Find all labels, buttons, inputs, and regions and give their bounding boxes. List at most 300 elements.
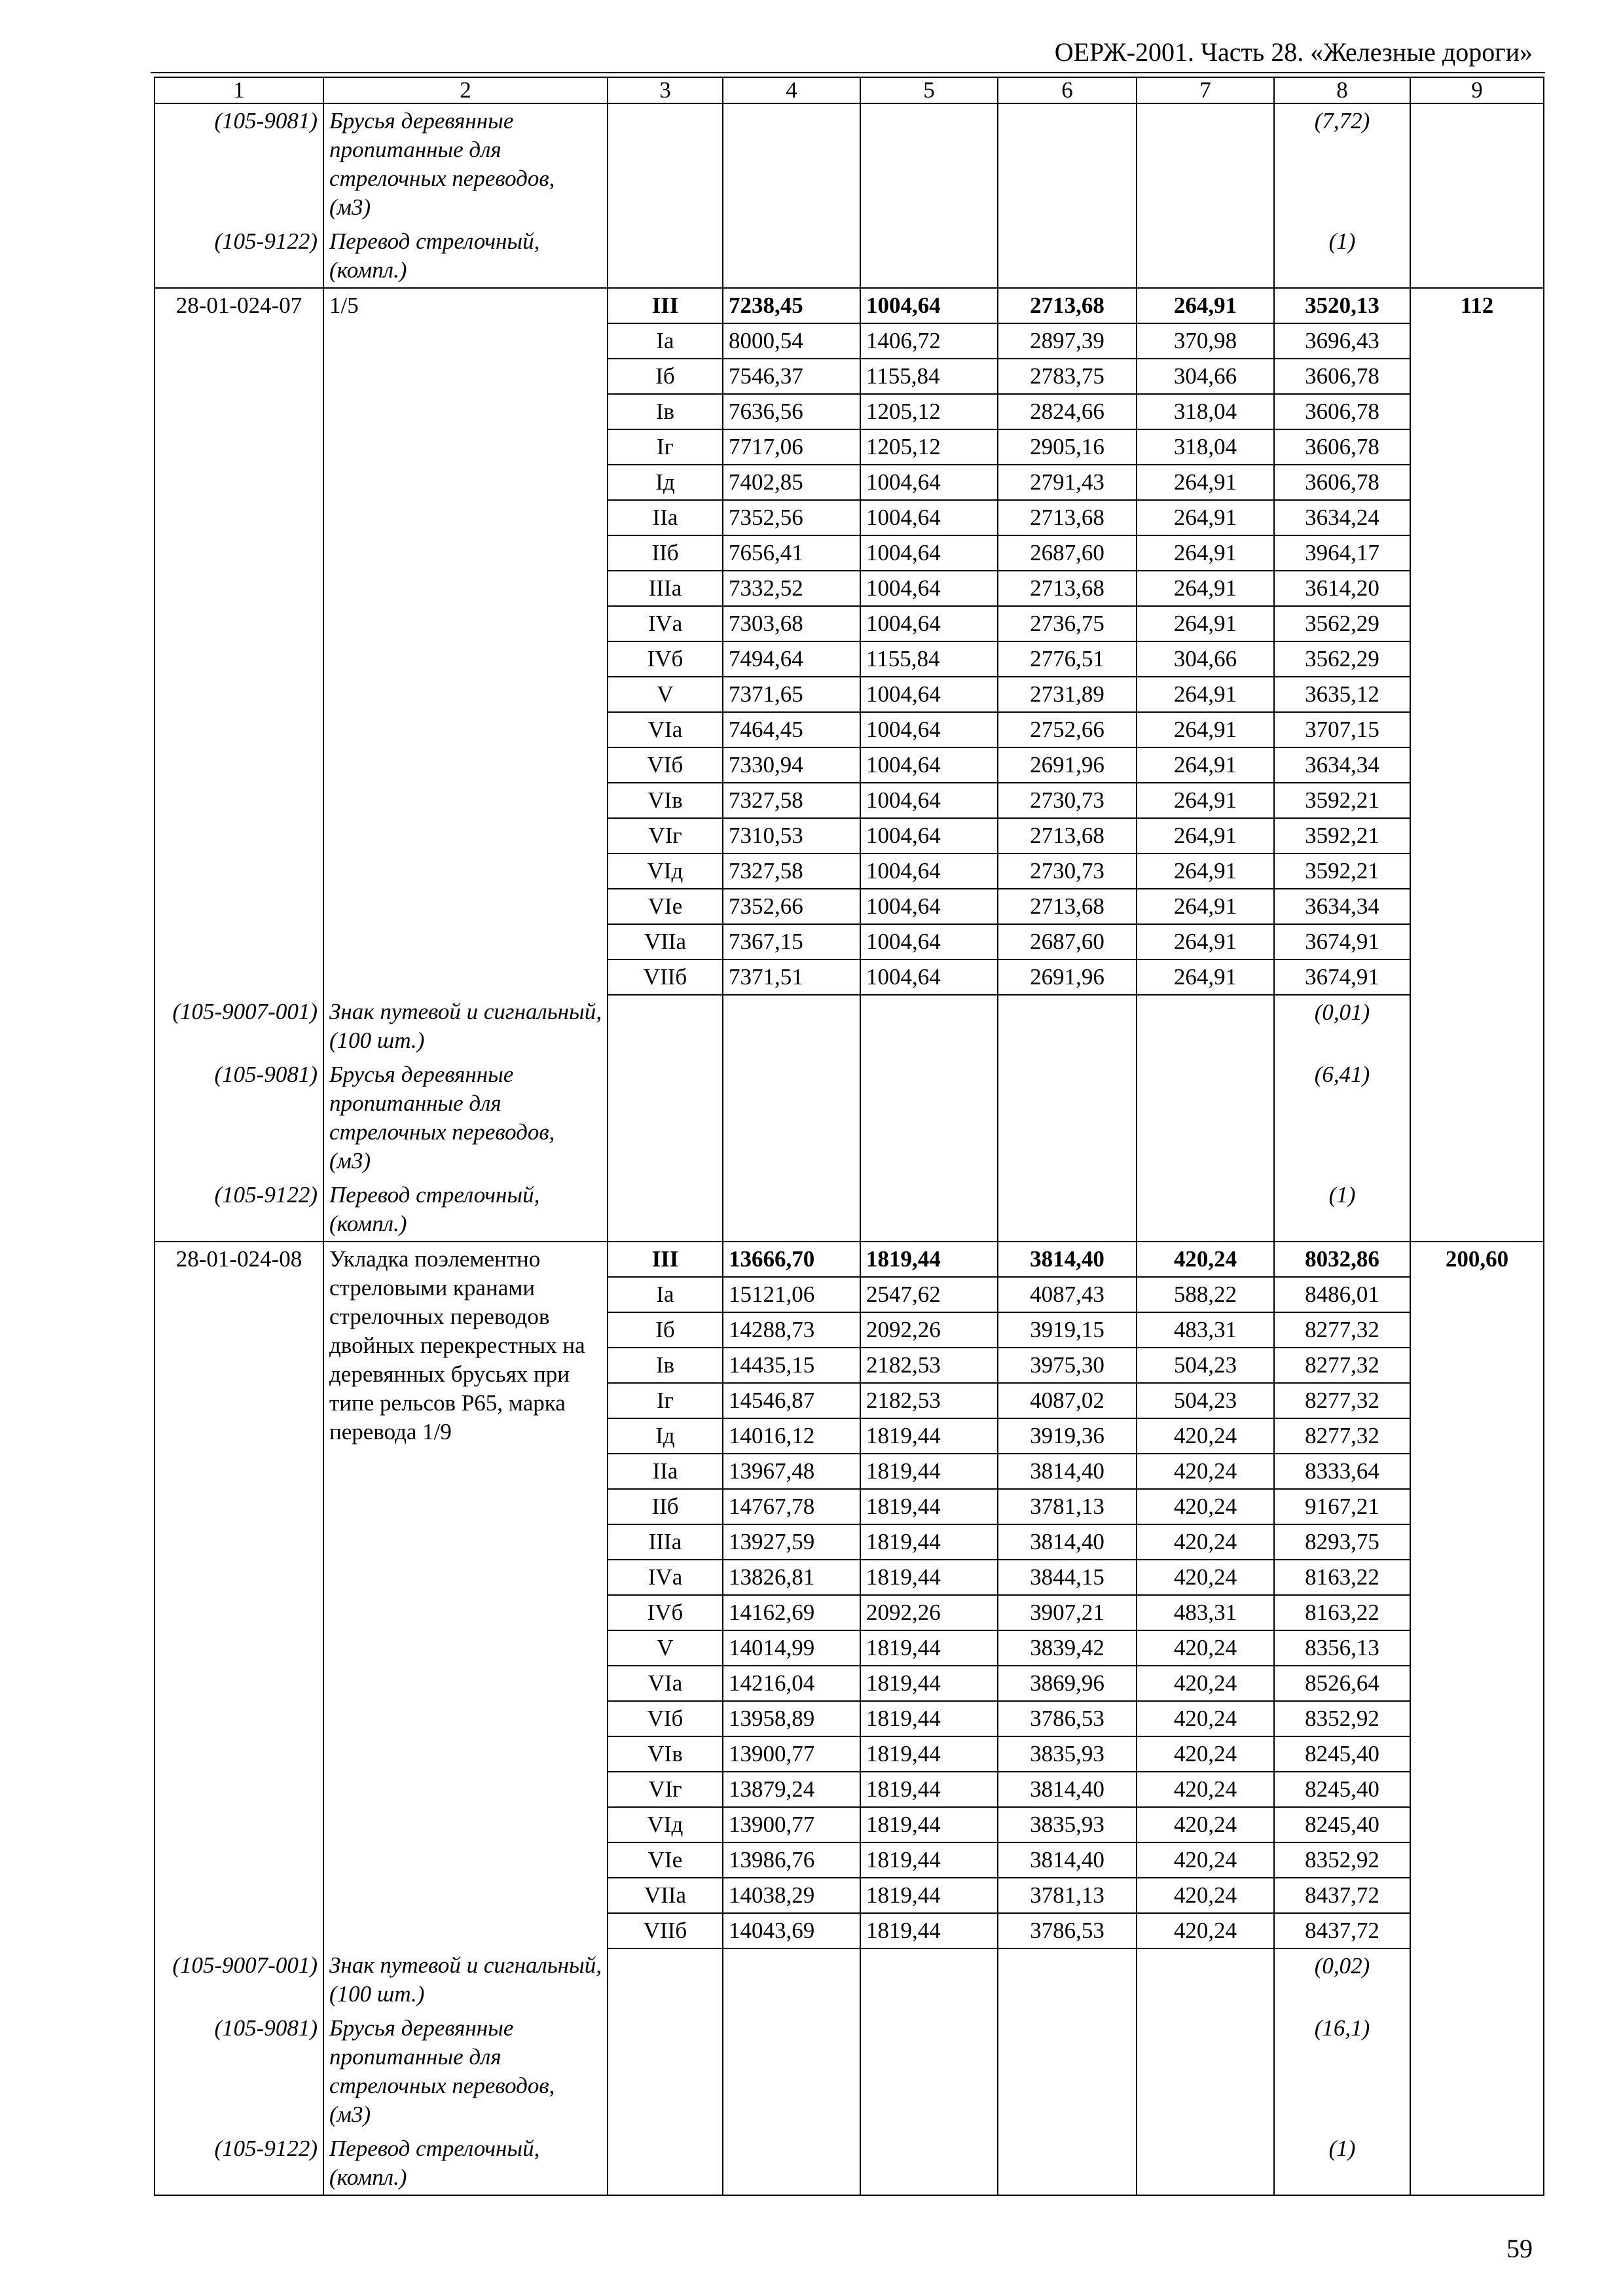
zone-cell: Iг [608, 429, 723, 465]
value-cell: 1819,44 [860, 1242, 998, 1277]
resource-name: Знак путевой и сигнальный, (100 шт.) [323, 995, 608, 1058]
value-cell: 1004,64 [860, 924, 998, 960]
value-cell: 2691,96 [998, 747, 1137, 783]
value-cell: 8245,40 [1274, 1807, 1410, 1842]
column-number: 3 [608, 77, 723, 103]
value-cell: 2182,53 [860, 1348, 998, 1383]
value-cell: 1155,84 [860, 359, 998, 394]
value-cell: 1819,44 [860, 1807, 998, 1842]
value-cell: 3634,34 [1274, 747, 1410, 783]
value-cell: 483,31 [1137, 1595, 1274, 1630]
value-cell: 8356,13 [1274, 1630, 1410, 1666]
value-cell: 14767,78 [723, 1489, 860, 1524]
value-cell: 15121,06 [723, 1277, 860, 1312]
zone-cell: VIа [608, 712, 723, 747]
empty-cell [608, 103, 723, 224]
resource-quantity: (16,1) [1274, 2011, 1410, 2132]
value-cell: 3781,13 [998, 1878, 1137, 1913]
empty-cell [998, 103, 1137, 224]
value-cell: 264,91 [1137, 747, 1274, 783]
empty-cell [860, 224, 998, 288]
empty-cell [1410, 1948, 1544, 2011]
value-cell: 318,04 [1137, 394, 1274, 429]
value-cell: 2687,60 [998, 535, 1137, 571]
value-cell: 1819,44 [860, 1524, 998, 1560]
value-cell: 13900,77 [723, 1736, 860, 1772]
value-cell: 2730,73 [998, 853, 1137, 889]
empty-cell [998, 224, 1137, 288]
column-number-row [155, 77, 1544, 103]
value-cell: 1004,64 [860, 677, 998, 712]
zone-cell: IVб [608, 641, 723, 677]
zone-cell: V [608, 1630, 723, 1666]
value-cell: 8245,40 [1274, 1736, 1410, 1772]
value-cell: 13967,48 [723, 1454, 860, 1489]
empty-cell [1137, 1948, 1274, 2011]
value-cell: 8163,22 [1274, 1595, 1410, 1630]
value-cell: 318,04 [1137, 429, 1274, 465]
labor-cost-cell: 200,60 [1410, 1242, 1544, 1948]
value-cell: 420,24 [1137, 1701, 1274, 1736]
empty-cell [1410, 1058, 1544, 1178]
rate-name: Укладка поэлементно стреловыми кранами стрелочных переводов двойных перекрестных на деревянных брусьях при типе рельсов Р65, марка перевода 1/9 [323, 1242, 608, 1948]
value-cell: 1004,64 [860, 747, 998, 783]
value-cell: 2713,68 [998, 571, 1137, 606]
value-cell: 1155,84 [860, 641, 998, 677]
empty-cell [998, 1058, 1137, 1178]
resource-quantity: (1) [1274, 1178, 1410, 1242]
empty-cell [860, 2011, 998, 2132]
value-cell: 483,31 [1137, 1312, 1274, 1348]
value-cell: 1819,44 [860, 1772, 998, 1807]
value-cell: 2824,66 [998, 394, 1137, 429]
empty-cell [723, 1178, 860, 1242]
resource-name: Перевод стрелочный, (компл.) [323, 1178, 608, 1242]
value-cell: 1004,64 [860, 571, 998, 606]
zone-cell: VIе [608, 1842, 723, 1878]
value-cell: 8486,01 [1274, 1277, 1410, 1312]
value-cell: 7494,64 [723, 641, 860, 677]
empty-cell [1137, 2132, 1274, 2195]
value-cell: 13927,59 [723, 1524, 860, 1560]
value-cell: 1819,44 [860, 1736, 998, 1772]
value-cell: 3835,93 [998, 1736, 1137, 1772]
value-cell: 3606,78 [1274, 465, 1410, 500]
value-cell: 7303,68 [723, 606, 860, 641]
value-cell: 3814,40 [998, 1242, 1137, 1277]
zone-cell: III [608, 288, 723, 323]
value-cell: 7330,94 [723, 747, 860, 783]
empty-cell [998, 2011, 1137, 2132]
empty-cell [860, 1178, 998, 1242]
zone-cell: IIа [608, 1454, 723, 1489]
empty-cell [1410, 2011, 1544, 2132]
empty-cell [1410, 995, 1544, 1058]
value-cell: 7352,56 [723, 500, 860, 535]
value-cell: 2783,75 [998, 359, 1137, 394]
empty-cell [860, 2132, 998, 2195]
zone-cell: VIIа [608, 924, 723, 960]
value-cell: 3562,29 [1274, 606, 1410, 641]
value-cell: 3606,78 [1274, 429, 1410, 465]
resource-name: Знак путевой и сигнальный, (100 шт.) [323, 1948, 608, 2011]
empty-cell [860, 1058, 998, 1178]
value-cell: 1004,64 [860, 288, 998, 323]
value-cell: 7656,41 [723, 535, 860, 571]
resource-code: (105-9081) [155, 103, 323, 224]
rate-row [155, 1242, 1544, 1277]
value-cell: 264,91 [1137, 818, 1274, 853]
value-cell: 3814,40 [998, 1454, 1137, 1489]
value-cell: 2713,68 [998, 889, 1137, 924]
value-cell: 1004,64 [860, 783, 998, 818]
zone-cell: IIIа [608, 1524, 723, 1560]
resource-row [155, 2011, 1544, 2132]
value-cell: 3606,78 [1274, 394, 1410, 429]
value-cell: 7332,52 [723, 571, 860, 606]
zone-cell: IVа [608, 606, 723, 641]
empty-cell [1137, 1058, 1274, 1178]
resource-name: Перевод стрелочный, (компл.) [323, 224, 608, 288]
value-cell: 264,91 [1137, 606, 1274, 641]
value-cell: 14216,04 [723, 1666, 860, 1701]
value-cell: 9167,21 [1274, 1489, 1410, 1524]
value-cell: 264,91 [1137, 677, 1274, 712]
empty-cell [608, 2132, 723, 2195]
value-cell: 7367,15 [723, 924, 860, 960]
zone-cell: VIIб [608, 960, 723, 995]
value-cell: 1205,12 [860, 429, 998, 465]
value-cell: 2897,39 [998, 323, 1137, 359]
resource-name: Брусья деревянные пропитанные для стрелочных переводов, (м3) [323, 1058, 608, 1178]
empty-cell [1137, 1178, 1274, 1242]
value-cell: 2776,51 [998, 641, 1137, 677]
resource-quantity: (0,01) [1274, 995, 1410, 1058]
column-number: 5 [860, 77, 998, 103]
value-cell: 7636,56 [723, 394, 860, 429]
value-cell: 504,23 [1137, 1383, 1274, 1418]
empty-cell [608, 224, 723, 288]
value-cell: 8277,32 [1274, 1312, 1410, 1348]
value-cell: 7238,45 [723, 288, 860, 323]
empty-cell [1410, 1178, 1544, 1242]
value-cell: 2691,96 [998, 960, 1137, 995]
value-cell: 420,24 [1137, 1913, 1274, 1948]
value-cell: 3814,40 [998, 1524, 1137, 1560]
zone-cell: Iа [608, 1277, 723, 1312]
empty-cell [998, 1178, 1137, 1242]
value-cell: 3919,36 [998, 1418, 1137, 1454]
zone-cell: VIг [608, 818, 723, 853]
value-cell: 1819,44 [860, 1878, 998, 1913]
value-cell: 3869,96 [998, 1666, 1137, 1701]
value-cell: 8437,72 [1274, 1913, 1410, 1948]
column-number: 6 [998, 77, 1137, 103]
value-cell: 2731,89 [998, 677, 1137, 712]
value-cell: 420,24 [1137, 1807, 1274, 1842]
value-cell: 264,91 [1137, 960, 1274, 995]
value-cell: 8526,64 [1274, 1666, 1410, 1701]
value-cell: 3614,20 [1274, 571, 1410, 606]
value-cell: 3562,29 [1274, 641, 1410, 677]
zone-cell: Iд [608, 1418, 723, 1454]
zone-cell: Iг [608, 1383, 723, 1418]
value-cell: 14016,12 [723, 1418, 860, 1454]
value-cell: 1004,64 [860, 818, 998, 853]
empty-cell [1137, 995, 1274, 1058]
value-cell: 1406,72 [860, 323, 998, 359]
value-cell: 1819,44 [860, 1560, 998, 1595]
value-cell: 2713,68 [998, 818, 1137, 853]
zone-cell: VIд [608, 853, 723, 889]
value-cell: 14546,87 [723, 1383, 860, 1418]
value-cell: 14038,29 [723, 1878, 860, 1913]
value-cell: 7402,85 [723, 465, 860, 500]
value-cell: 13986,76 [723, 1842, 860, 1878]
value-cell: 13666,70 [723, 1242, 860, 1277]
value-cell: 7717,06 [723, 429, 860, 465]
value-cell: 7546,37 [723, 359, 860, 394]
rate-code: 28-01-024-08 [155, 1242, 323, 1948]
value-cell: 264,91 [1137, 924, 1274, 960]
empty-cell [608, 1058, 723, 1178]
zone-cell: VIе [608, 889, 723, 924]
value-cell: 2092,26 [860, 1595, 998, 1630]
value-cell: 304,66 [1137, 641, 1274, 677]
value-cell: 3781,13 [998, 1489, 1137, 1524]
rates-table [154, 77, 1544, 2196]
empty-cell [998, 2132, 1137, 2195]
value-cell: 264,91 [1137, 712, 1274, 747]
value-cell: 1819,44 [860, 1418, 998, 1454]
value-cell: 3975,30 [998, 1348, 1137, 1383]
value-cell: 2092,26 [860, 1312, 998, 1348]
resource-name: Брусья деревянные пропитанные для стрелочных переводов, (м3) [323, 2011, 608, 2132]
value-cell: 1004,64 [860, 960, 998, 995]
page-number: 59 [1506, 2234, 1533, 2263]
zone-cell: IIIа [608, 571, 723, 606]
value-cell: 7371,51 [723, 960, 860, 995]
resource-name: Перевод стрелочный, (компл.) [323, 2132, 608, 2195]
resource-name: Брусья деревянные пропитанные для стрелочных переводов, (м3) [323, 103, 608, 224]
resource-quantity: (7,72) [1274, 103, 1410, 224]
value-cell: 3592,21 [1274, 818, 1410, 853]
empty-cell [723, 103, 860, 224]
value-cell: 14288,73 [723, 1312, 860, 1348]
value-cell: 264,91 [1137, 535, 1274, 571]
zone-cell: IIа [608, 500, 723, 535]
value-cell: 2547,62 [860, 1277, 998, 1312]
value-cell: 1819,44 [860, 1701, 998, 1736]
value-cell: 420,24 [1137, 1560, 1274, 1595]
document-header-title: ОЕРЖ-2001. Часть 28. «Железные дороги» [1054, 37, 1533, 67]
column-number: 7 [1137, 77, 1274, 103]
value-cell: 3696,43 [1274, 323, 1410, 359]
zone-cell: VIIб [608, 1913, 723, 1948]
empty-cell [723, 995, 860, 1058]
value-cell: 3786,53 [998, 1701, 1137, 1736]
value-cell: 7371,65 [723, 677, 860, 712]
empty-cell [860, 103, 998, 224]
empty-cell [608, 1178, 723, 1242]
value-cell: 8277,32 [1274, 1348, 1410, 1383]
value-cell: 420,24 [1137, 1842, 1274, 1878]
value-cell: 420,24 [1137, 1878, 1274, 1913]
value-cell: 3707,15 [1274, 712, 1410, 747]
value-cell: 1004,64 [860, 465, 998, 500]
value-cell: 420,24 [1137, 1524, 1274, 1560]
zone-cell: VIб [608, 1701, 723, 1736]
value-cell: 3592,21 [1274, 853, 1410, 889]
resource-row [155, 2132, 1544, 2195]
zone-cell: VIа [608, 1666, 723, 1701]
value-cell: 304,66 [1137, 359, 1274, 394]
empty-cell [860, 1948, 998, 2011]
resource-row [155, 1178, 1544, 1242]
value-cell: 420,24 [1137, 1489, 1274, 1524]
value-cell: 2752,66 [998, 712, 1137, 747]
rate-code: 28-01-024-07 [155, 288, 323, 995]
value-cell: 3674,91 [1274, 960, 1410, 995]
zone-cell: IIб [608, 535, 723, 571]
zone-cell: V [608, 677, 723, 712]
value-cell: 8293,75 [1274, 1524, 1410, 1560]
column-number: 9 [1410, 77, 1544, 103]
value-cell: 420,24 [1137, 1242, 1274, 1277]
value-cell: 504,23 [1137, 1348, 1274, 1383]
column-number: 4 [723, 77, 860, 103]
value-cell: 8000,54 [723, 323, 860, 359]
value-cell: 588,22 [1137, 1277, 1274, 1312]
resource-quantity: (0,02) [1274, 1948, 1410, 2011]
zone-cell: IVа [608, 1560, 723, 1595]
rate-name: 1/5 [323, 288, 608, 995]
value-cell: 1819,44 [860, 1454, 998, 1489]
value-cell: 1004,64 [860, 535, 998, 571]
value-cell: 14435,15 [723, 1348, 860, 1383]
resource-quantity: (1) [1274, 224, 1410, 288]
column-number: 2 [323, 77, 608, 103]
value-cell: 2736,75 [998, 606, 1137, 641]
empty-cell [608, 995, 723, 1058]
value-cell: 264,91 [1137, 288, 1274, 323]
value-cell: 8352,92 [1274, 1842, 1410, 1878]
value-cell: 14014,99 [723, 1630, 860, 1666]
value-cell: 420,24 [1137, 1736, 1274, 1772]
zone-cell: IIб [608, 1489, 723, 1524]
zone-cell: VIIа [608, 1878, 723, 1913]
value-cell: 3964,17 [1274, 535, 1410, 571]
value-cell: 420,24 [1137, 1772, 1274, 1807]
value-cell: 420,24 [1137, 1666, 1274, 1701]
zone-cell: Iд [608, 465, 723, 500]
resource-code: (105-9081) [155, 1058, 323, 1178]
value-cell: 3814,40 [998, 1842, 1137, 1878]
value-cell: 2713,68 [998, 288, 1137, 323]
value-cell: 7310,53 [723, 818, 860, 853]
value-cell: 14162,69 [723, 1595, 860, 1630]
value-cell: 8333,64 [1274, 1454, 1410, 1489]
zone-cell: III [608, 1242, 723, 1277]
resource-quantity: (1) [1274, 2132, 1410, 2195]
value-cell: 3839,42 [998, 1630, 1137, 1666]
value-cell: 1004,64 [860, 606, 998, 641]
value-cell: 14043,69 [723, 1913, 860, 1948]
value-cell: 8277,32 [1274, 1383, 1410, 1418]
value-cell: 1819,44 [860, 1913, 998, 1948]
value-cell: 3634,34 [1274, 889, 1410, 924]
value-cell: 2905,16 [998, 429, 1137, 465]
value-cell: 2713,68 [998, 500, 1137, 535]
value-cell: 3635,12 [1274, 677, 1410, 712]
value-cell: 420,24 [1137, 1454, 1274, 1489]
resource-row [155, 995, 1544, 1058]
value-cell: 1819,44 [860, 1630, 998, 1666]
zone-cell: Iб [608, 1312, 723, 1348]
value-cell: 3592,21 [1274, 783, 1410, 818]
value-cell: 7327,58 [723, 783, 860, 818]
value-cell: 2791,43 [998, 465, 1137, 500]
labor-cost-cell: 112 [1410, 288, 1544, 995]
value-cell: 3814,40 [998, 1772, 1137, 1807]
resource-code: (105-9122) [155, 2132, 323, 2195]
value-cell: 13879,24 [723, 1772, 860, 1807]
value-cell: 264,91 [1137, 571, 1274, 606]
value-cell: 2687,60 [998, 924, 1137, 960]
column-number: 8 [1274, 77, 1410, 103]
value-cell: 3919,15 [998, 1312, 1137, 1348]
value-cell: 13826,81 [723, 1560, 860, 1595]
value-cell: 1819,44 [860, 1666, 998, 1701]
resource-quantity: (6,41) [1274, 1058, 1410, 1178]
value-cell: 1819,44 [860, 1842, 998, 1878]
header-rule [151, 72, 1545, 73]
empty-cell [1137, 2011, 1274, 2132]
value-cell: 3786,53 [998, 1913, 1137, 1948]
empty-cell [723, 2132, 860, 2195]
value-cell: 1004,64 [860, 889, 998, 924]
resource-code: (105-9081) [155, 2011, 323, 2132]
value-cell: 8163,22 [1274, 1560, 1410, 1595]
resource-code: (105-9007-001) [155, 1948, 323, 2011]
value-cell: 264,91 [1137, 889, 1274, 924]
resource-code: (105-9007-001) [155, 995, 323, 1058]
resource-row [155, 1948, 1544, 2011]
value-cell: 1004,64 [860, 712, 998, 747]
zone-cell: Iв [608, 1348, 723, 1383]
empty-cell [1410, 103, 1544, 224]
empty-cell [998, 995, 1137, 1058]
value-cell: 2182,53 [860, 1383, 998, 1418]
value-cell: 3844,15 [998, 1560, 1137, 1595]
value-cell: 2730,73 [998, 783, 1137, 818]
value-cell: 1004,64 [860, 853, 998, 889]
value-cell: 370,98 [1137, 323, 1274, 359]
empty-cell [1410, 2132, 1544, 2195]
zone-cell: Iа [608, 323, 723, 359]
empty-cell [723, 2011, 860, 2132]
column-number: 1 [155, 77, 323, 103]
zone-cell: VIг [608, 1772, 723, 1807]
value-cell: 4087,02 [998, 1383, 1137, 1418]
empty-cell [1137, 103, 1274, 224]
zone-cell: IVб [608, 1595, 723, 1630]
value-cell: 3907,21 [998, 1595, 1137, 1630]
value-cell: 1205,12 [860, 394, 998, 429]
value-cell: 8277,32 [1274, 1418, 1410, 1454]
empty-cell [998, 1948, 1137, 2011]
value-cell: 4087,43 [998, 1277, 1137, 1312]
